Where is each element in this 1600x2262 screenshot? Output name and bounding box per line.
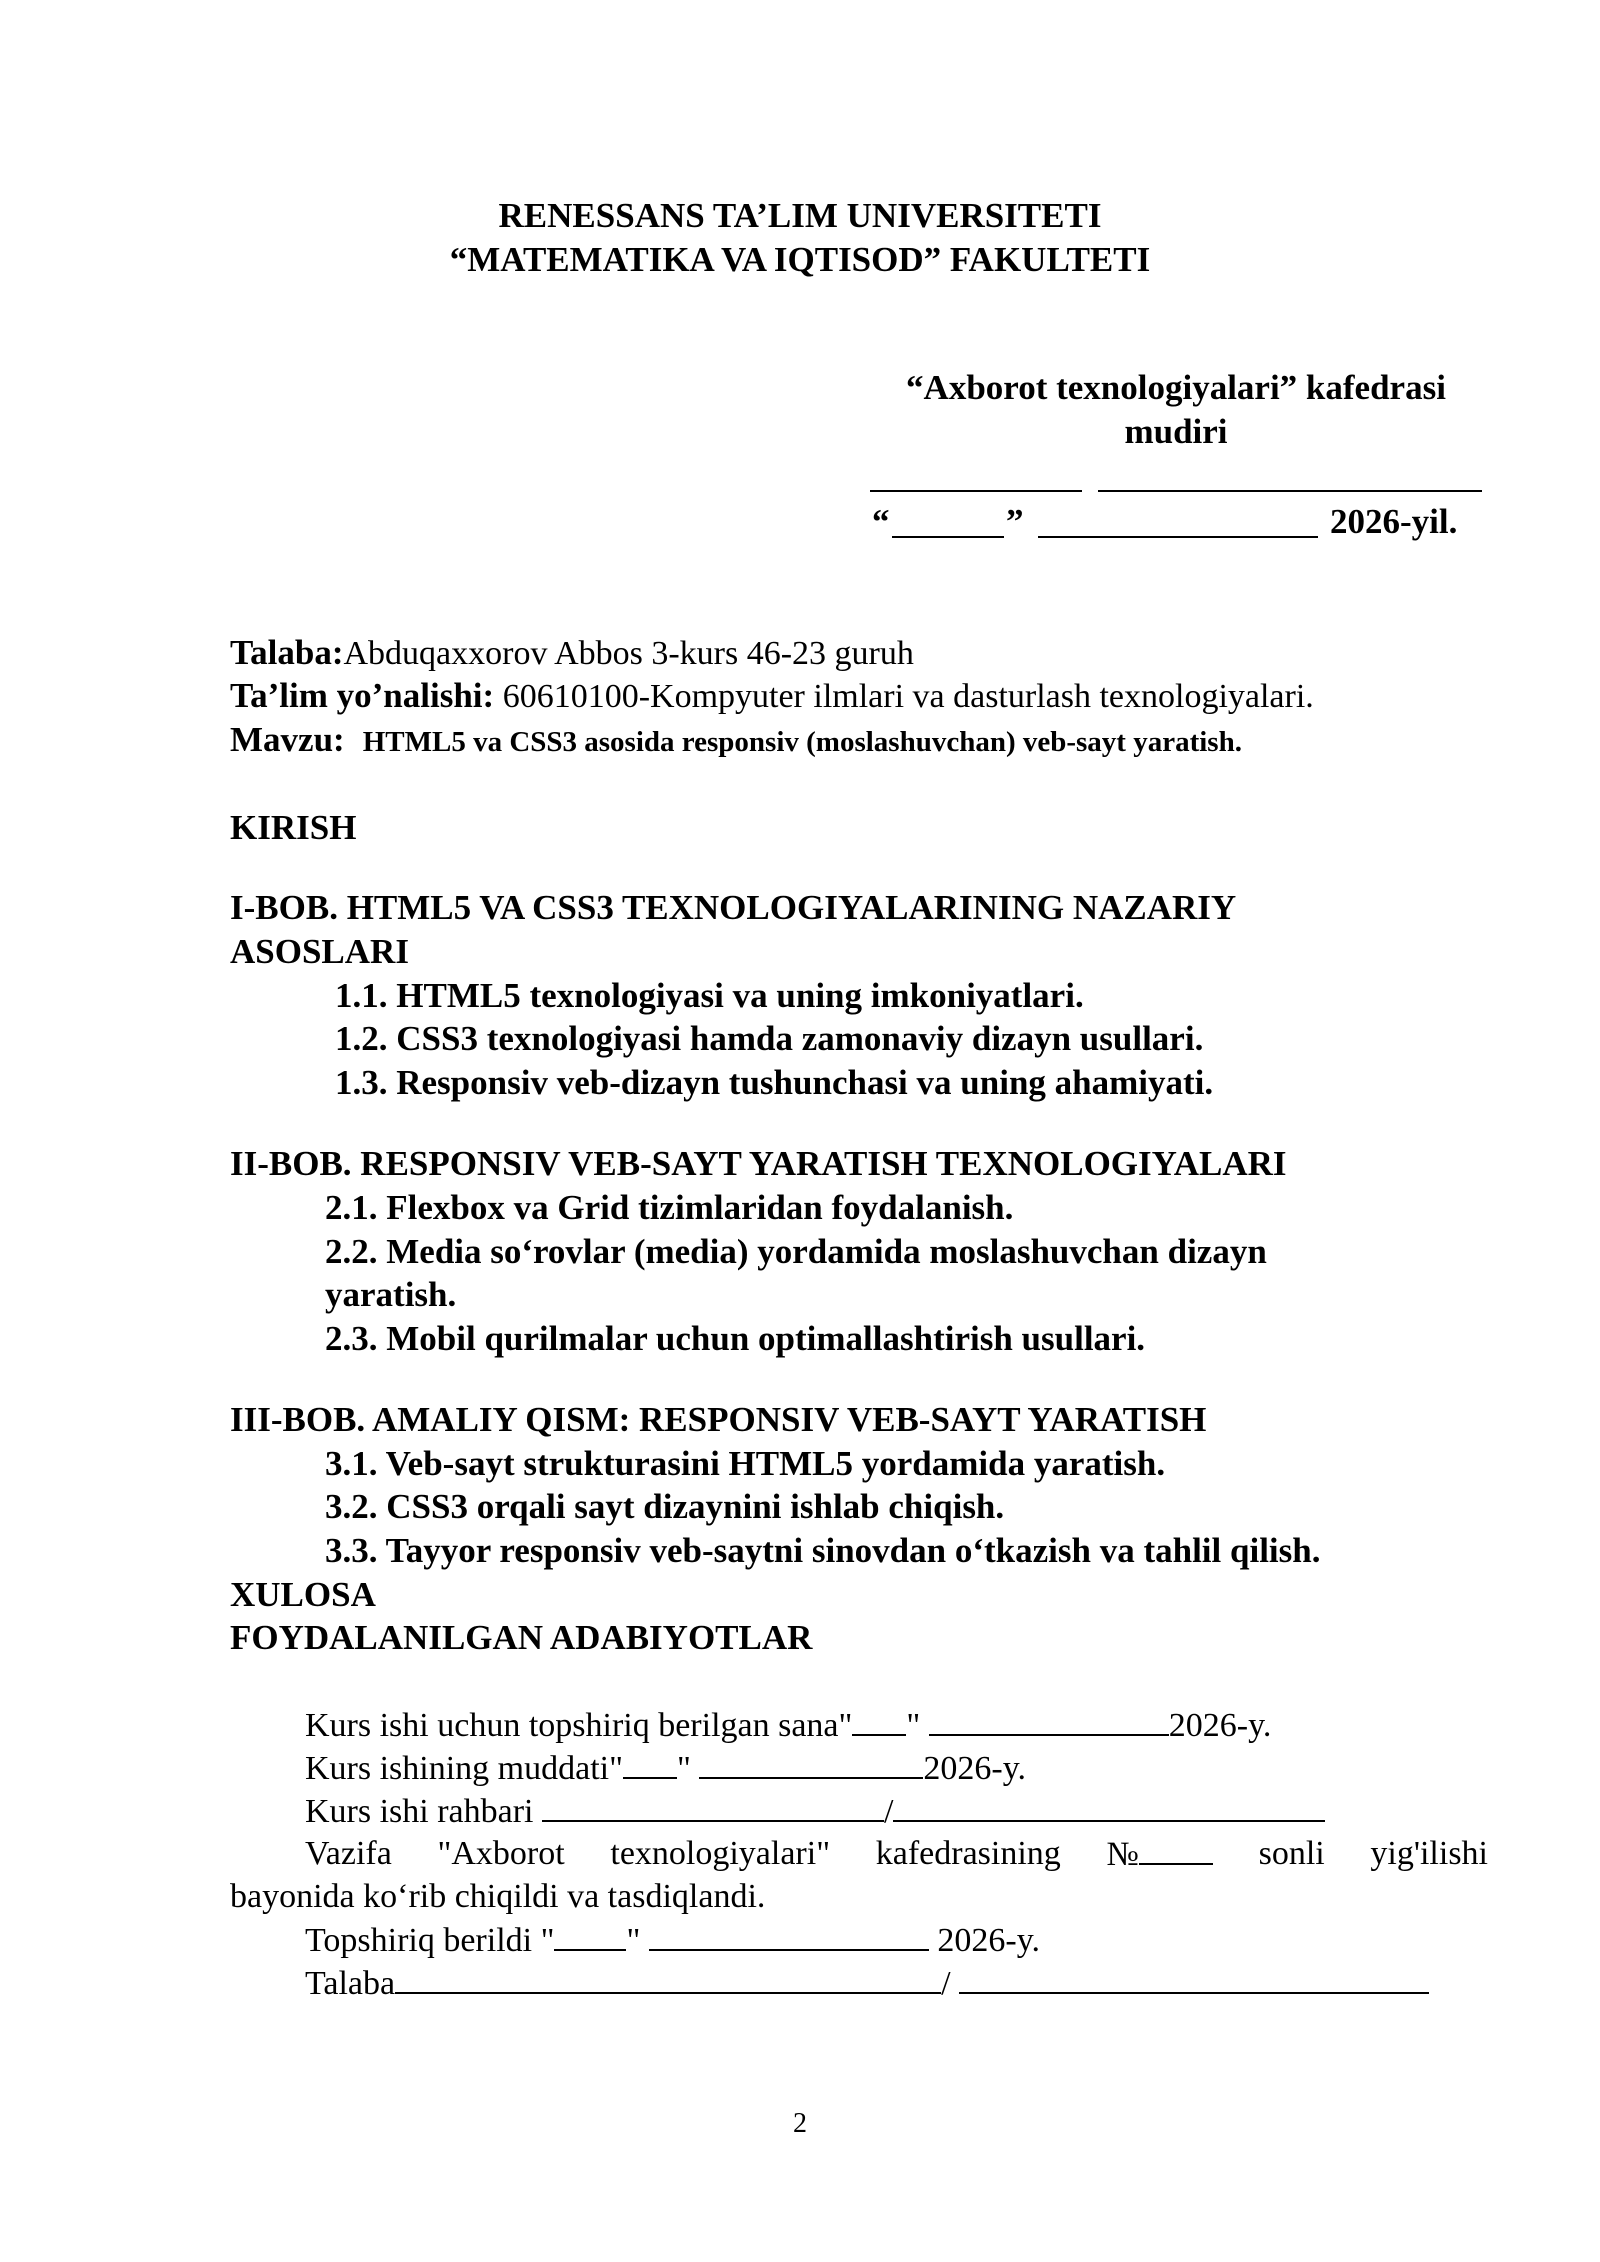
toc-item-2-1: 2.1. Flexbox va Grid tizimlaridan foydalanish. bbox=[325, 1188, 1014, 1227]
approval-signature-line bbox=[870, 490, 1082, 492]
page-number: 2 bbox=[793, 2108, 807, 2139]
task-number-blank bbox=[1139, 1835, 1213, 1865]
toc-references: FOYDALANILGAN ADABIYOTLAR bbox=[230, 1618, 813, 1657]
toc-item-3-3: 3.3. Tayyor responsiv veb-saytni sinovdan o‘tkazish va tahlil qilish. bbox=[325, 1531, 1321, 1570]
student-signature-label: Talaba bbox=[305, 1965, 396, 2002]
approval-year: 2026-yil. bbox=[1330, 502, 1458, 541]
supervisor-signature-blank bbox=[542, 1792, 884, 1822]
student-signature-line bbox=[305, 1964, 1429, 2003]
duration-day-blank bbox=[623, 1749, 677, 1779]
duration-quote: " bbox=[677, 1750, 691, 1787]
assignment-day-blank bbox=[852, 1706, 906, 1736]
supervisor-slash: / bbox=[884, 1793, 894, 1830]
assignment-date-line bbox=[305, 1706, 1271, 1745]
approval-department: “Axborot texnologiyalari” kafedrasi bbox=[906, 368, 1446, 407]
toc-conclusion: XULOSA bbox=[230, 1575, 376, 1614]
topic-value: HTML5 va CSS3 asosida responsiv (moslashuvchan) veb-sayt yaratish. bbox=[362, 726, 1242, 758]
toc-chapter-1-line2: ASOSLARI bbox=[230, 932, 409, 971]
direction-line bbox=[230, 676, 1314, 716]
assignment-date-label: Kurs ishi uchun topshiriq berilgan sana" bbox=[305, 1707, 853, 1744]
direction-value: 60610100-Kompyuter ilmlari va dasturlash texnologiyalari. bbox=[494, 678, 1314, 715]
task-word-7: yig'ilishi bbox=[1370, 1835, 1488, 1872]
approval-title: mudiri bbox=[1124, 412, 1228, 451]
topic-label: Mavzu: bbox=[230, 720, 345, 759]
toc-item-3-1: 3.1. Veb-sayt strukturasini HTML5 yordamida yaratish. bbox=[325, 1444, 1166, 1483]
duration-label: Kurs ishining muddati" bbox=[305, 1750, 623, 1787]
supervisor-line bbox=[305, 1792, 1325, 1831]
assignment-year: 2026-y. bbox=[1168, 1707, 1272, 1744]
task-approval-line1 bbox=[305, 1835, 1488, 1874]
toc-chapter-1-line1: I-BOB. HTML5 VA CSS3 TEXNOLOGIYALARINING NAZARIY bbox=[230, 888, 1237, 927]
task-word-3: texnologiyalari" bbox=[610, 1835, 831, 1872]
toc-chapter-3: III-BOB. AMALIY QISM: RESPONSIV VEB-SAYT YARATISH bbox=[230, 1400, 1207, 1439]
approval-date-close-quote: ” bbox=[1006, 502, 1024, 541]
supervisor-name-blank bbox=[893, 1792, 1325, 1822]
duration-line bbox=[305, 1749, 1026, 1788]
student-name-blank bbox=[959, 1964, 1429, 1994]
task-given-quote: " bbox=[626, 1922, 641, 1959]
toc-item-2-2-line2: yaratish. bbox=[325, 1275, 457, 1314]
toc-chapter-2: II-BOB. RESPONSIV VEB-SAYT YARATISH TEXNOLOGIYALARI bbox=[230, 1144, 1287, 1183]
task-word-2: "Axborot bbox=[437, 1835, 565, 1872]
task-number-sign: № bbox=[1106, 1836, 1139, 1873]
task-word-6: sonli bbox=[1258, 1835, 1325, 1872]
assignment-date-quote: " bbox=[906, 1707, 921, 1744]
task-given-day-blank bbox=[554, 1921, 626, 1951]
approval-name-line bbox=[1098, 490, 1482, 492]
topic-line bbox=[230, 720, 1242, 760]
task-given-label: Topshiriq berildi " bbox=[305, 1922, 555, 1959]
student-line bbox=[230, 633, 914, 673]
toc-item-1-1: 1.1. HTML5 texnologiyasi va uning imkoniyatlari. bbox=[335, 976, 1084, 1015]
toc-item-1-3: 1.3. Responsiv veb-dizayn tushunchasi va uning ahamiyati. bbox=[335, 1063, 1214, 1102]
faculty-name: “MATEMATIKA VA IQTISOD” FAKULTETI bbox=[449, 240, 1151, 279]
task-word-1: Vazifa bbox=[305, 1835, 392, 1872]
task-given-year: 2026-y. bbox=[937, 1922, 1040, 1959]
student-value: Abduqaxxorov Abbos 3-kurs 46-23 guruh bbox=[343, 635, 914, 672]
task-word-4: kafedrasining bbox=[875, 1835, 1061, 1872]
approval-month-blank bbox=[1038, 536, 1318, 538]
toc-intro: KIRISH bbox=[230, 808, 357, 847]
assignment-month-blank bbox=[929, 1706, 1169, 1736]
toc-item-2-2-line1: 2.2. Media so‘rovlar (media) yordamida moslashuvchan dizayn bbox=[325, 1232, 1267, 1271]
university-name: RENESSANS TA’LIM UNIVERSITETI bbox=[498, 196, 1102, 235]
duration-year: 2026-y. bbox=[923, 1750, 1027, 1787]
approval-date-open-quote: “ bbox=[872, 502, 890, 541]
task-number-field bbox=[1106, 1835, 1212, 1874]
approval-day-blank bbox=[892, 536, 1004, 538]
student-label: Talaba: bbox=[230, 633, 344, 672]
task-approval-line2: bayonida ko‘rib chiqildi va tasdiqlandi. bbox=[230, 1878, 766, 1915]
toc-item-1-2: 1.2. CSS3 texnologiyasi hamda zamonaviy dizayn usullari. bbox=[335, 1019, 1204, 1058]
task-given-month-blank bbox=[649, 1921, 929, 1951]
toc-item-3-2: 3.2. CSS3 orqali sayt dizaynini ishlab chiqish. bbox=[325, 1487, 1005, 1526]
duration-month-blank bbox=[699, 1749, 923, 1779]
task-given-line bbox=[305, 1921, 1040, 1960]
direction-label: Ta’lim yo’nalishi: bbox=[230, 676, 495, 715]
student-signature-slash: / bbox=[941, 1965, 951, 2002]
student-signature-blank bbox=[395, 1964, 941, 1994]
toc-item-2-3: 2.3. Mobil qurilmalar uchun optimallashtirish usullari. bbox=[325, 1319, 1146, 1358]
supervisor-label: Kurs ishi rahbari bbox=[305, 1793, 534, 1830]
